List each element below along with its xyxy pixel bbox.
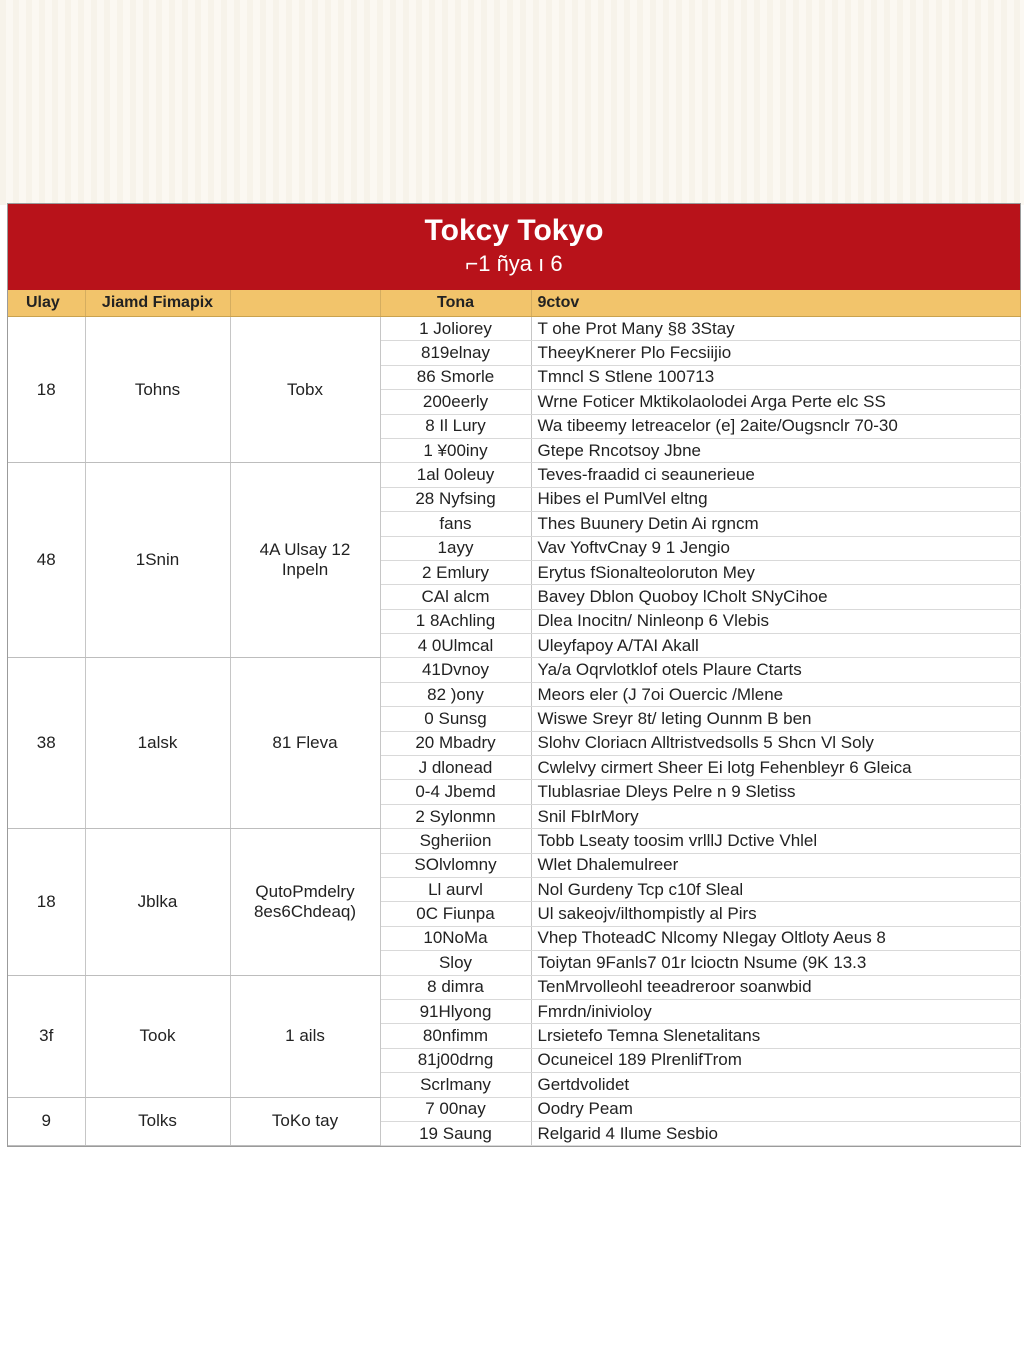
time-cell: Sgheriion — [380, 829, 531, 853]
col-header-place: Jiamd Fimapix — [85, 290, 230, 317]
time-cell: 2 Emlury — [380, 560, 531, 584]
time-cell: 1 8Achling — [380, 609, 531, 633]
time-cell: 1ayy — [380, 536, 531, 560]
activity-cell: Toiytan 9Fanls7 01r lcioctn Nsume (9K 13.3 — [531, 951, 1020, 975]
activity-cell: Bavey Dblon Quoboy lCholt SNyCihoe — [531, 585, 1020, 609]
activity-cell: Wrne Foticer Mktikolaolodei Arga Perte elc SS — [531, 390, 1020, 414]
group-area-cell: QutoPmdelry 8es6Chdeaq) — [230, 829, 380, 975]
header-row — [8, 290, 1020, 317]
title-banner — [8, 204, 1020, 290]
activity-cell: Tlublasriae Dleys Pelre n 9 Sletiss — [531, 780, 1020, 804]
itinerary-table — [8, 290, 1021, 1146]
time-cell: 81j00drng — [380, 1048, 531, 1072]
itinerary-body — [8, 317, 1020, 1146]
time-cell: 2 Sylonmn — [380, 804, 531, 828]
time-cell: 819elnay — [380, 341, 531, 365]
table-row — [8, 975, 1020, 999]
activity-cell: Ya/a Oqrvlotklof otels Plaure Ctarts — [531, 658, 1020, 682]
activity-cell: Lrsietefo Temna Slenetalitans — [531, 1024, 1020, 1048]
table-row — [8, 463, 1020, 487]
col-header-area — [230, 290, 380, 317]
col-header-time: Tona — [380, 290, 531, 317]
group-day-cell: 48 — [8, 463, 85, 658]
activity-cell: Oodry Peam — [531, 1097, 1020, 1121]
group-area-cell: 4A Ulsay 12 Inpeln — [230, 463, 380, 658]
activity-cell: Thes Buunery Detin Ai rgncm — [531, 512, 1020, 536]
time-cell: 8 dimra — [380, 975, 531, 999]
col-header-activity: 9ctov — [531, 290, 1020, 317]
activity-cell: Gertdvolidet — [531, 1073, 1020, 1097]
activity-cell: Vhep ThoteadC Nlcomy NIegay Oltloty Aeus 8 — [531, 926, 1020, 950]
time-cell: 0C Fiunpa — [380, 902, 531, 926]
group-day-cell: 3f — [8, 975, 85, 1097]
activity-cell: Fmrdn/inivioloy — [531, 999, 1020, 1023]
activity-cell: Wiswe Sreyr 8t/ leting Ounnm B ben — [531, 707, 1020, 731]
itinerary-sheet — [7, 203, 1021, 1147]
activity-cell: Dlea Inocitn/ Ninleonp 6 Vlebis — [531, 609, 1020, 633]
time-cell: 1 ¥00iny — [380, 438, 531, 462]
time-cell: Ll aurvl — [380, 877, 531, 901]
group-day-cell: 38 — [8, 658, 85, 829]
table-row — [8, 1097, 1020, 1121]
background-stripes — [0, 0, 1024, 205]
activity-cell: Vav YoftvCnay 9 1 Jengio — [531, 536, 1020, 560]
table-row — [8, 317, 1020, 341]
group-area-cell: ToKo tay — [230, 1097, 380, 1146]
time-cell: 91Hlyong — [380, 999, 531, 1023]
group-area-cell: Tobx — [230, 317, 380, 463]
group-area-cell: 1 ails — [230, 975, 380, 1097]
group-day-cell: 9 — [8, 1097, 85, 1146]
activity-cell: Relgarid 4 Ilume Sesbio — [531, 1121, 1020, 1145]
group-day-cell: 18 — [8, 317, 85, 463]
time-cell: 200eerly — [380, 390, 531, 414]
group-place-cell: Took — [85, 975, 230, 1097]
activity-cell: TenMrvolleohl teeadreroor soanwbid — [531, 975, 1020, 999]
time-cell: 0-4 Jbemd — [380, 780, 531, 804]
group-day-cell: 18 — [8, 829, 85, 975]
time-cell: Sloy — [380, 951, 531, 975]
time-cell: 4 0Ulmcal — [380, 634, 531, 658]
group-place-cell: 1Snin — [85, 463, 230, 658]
activity-cell: Snil FbIrMory — [531, 804, 1020, 828]
activity-cell: TheeyKnerer Plo Fecsiijio — [531, 341, 1020, 365]
banner-title: Tokcy Tokyo — [424, 214, 604, 247]
time-cell: 19 Saung — [380, 1121, 531, 1145]
time-cell: 1al 0oleuy — [380, 463, 531, 487]
activity-cell: Meors eler (J 7oi Ouercic /Mlene — [531, 682, 1020, 706]
activity-cell: Hibes el PumlVel eltng — [531, 487, 1020, 511]
time-cell: 41Dvnoy — [380, 658, 531, 682]
table-row — [8, 658, 1020, 682]
activity-cell: Nol Gurdeny Tcp c10f Sleal — [531, 877, 1020, 901]
activity-cell: Wa tibeemy letreacelor (e] 2aite/Ougsnclr 70-30 — [531, 414, 1020, 438]
time-cell: 8 Il Lury — [380, 414, 531, 438]
time-cell: 10NoMa — [380, 926, 531, 950]
table-row — [8, 829, 1020, 853]
time-cell: 82 )ony — [380, 682, 531, 706]
activity-cell: T ohe Prot Many §8 3Stay — [531, 317, 1020, 341]
activity-cell: Cwlelvy cirmert Sheer Ei lotg Fehenbleyr 6 Gleica — [531, 756, 1020, 780]
group-place-cell: Jblka — [85, 829, 230, 975]
activity-cell: Uleyfapoy A/TAI Akall — [531, 634, 1020, 658]
activity-cell: Wlet Dhalemulreer — [531, 853, 1020, 877]
activity-cell: Tmncl S Stlene 100713 — [531, 365, 1020, 389]
time-cell: 28 Nyfsing — [380, 487, 531, 511]
time-cell: 1 Joliorey — [380, 317, 531, 341]
time-cell: J dlonead — [380, 756, 531, 780]
group-place-cell: Tohns — [85, 317, 230, 463]
time-cell: SOlvlomny — [380, 853, 531, 877]
activity-cell: Teves-fraadid ci seaunerieue — [531, 463, 1020, 487]
time-cell: 80nfimm — [380, 1024, 531, 1048]
col-header-day: Ulay — [8, 290, 85, 317]
time-cell: 86 Smorle — [380, 365, 531, 389]
activity-cell: Slohv Cloriacn Alltristvedsolls 5 Shcn Vl Soly — [531, 731, 1020, 755]
banner-subtitle: ⌐1 ñya ı 6 — [465, 251, 563, 276]
time-cell: 20 Mbadry — [380, 731, 531, 755]
activity-cell: Erytus fSionalteoloruton Mey — [531, 560, 1020, 584]
time-cell: fans — [380, 512, 531, 536]
time-cell: 0 Sunsg — [380, 707, 531, 731]
group-area-cell: 81 Fleva — [230, 658, 380, 829]
activity-cell: Tobb Lseaty toosim vrlllJ Dctive Vhlel — [531, 829, 1020, 853]
time-cell: CAl alcm — [380, 585, 531, 609]
group-place-cell: Tolks — [85, 1097, 230, 1146]
activity-cell: Ul sakeojv/ilthompistly al Pirs — [531, 902, 1020, 926]
activity-cell: Ocuneicel 189 PlrenlifTrom — [531, 1048, 1020, 1072]
time-cell: 7 00nay — [380, 1097, 531, 1121]
time-cell: Scrlmany — [380, 1073, 531, 1097]
group-place-cell: 1alsk — [85, 658, 230, 829]
activity-cell: Gtepe Rncotsoy Jbne — [531, 438, 1020, 462]
